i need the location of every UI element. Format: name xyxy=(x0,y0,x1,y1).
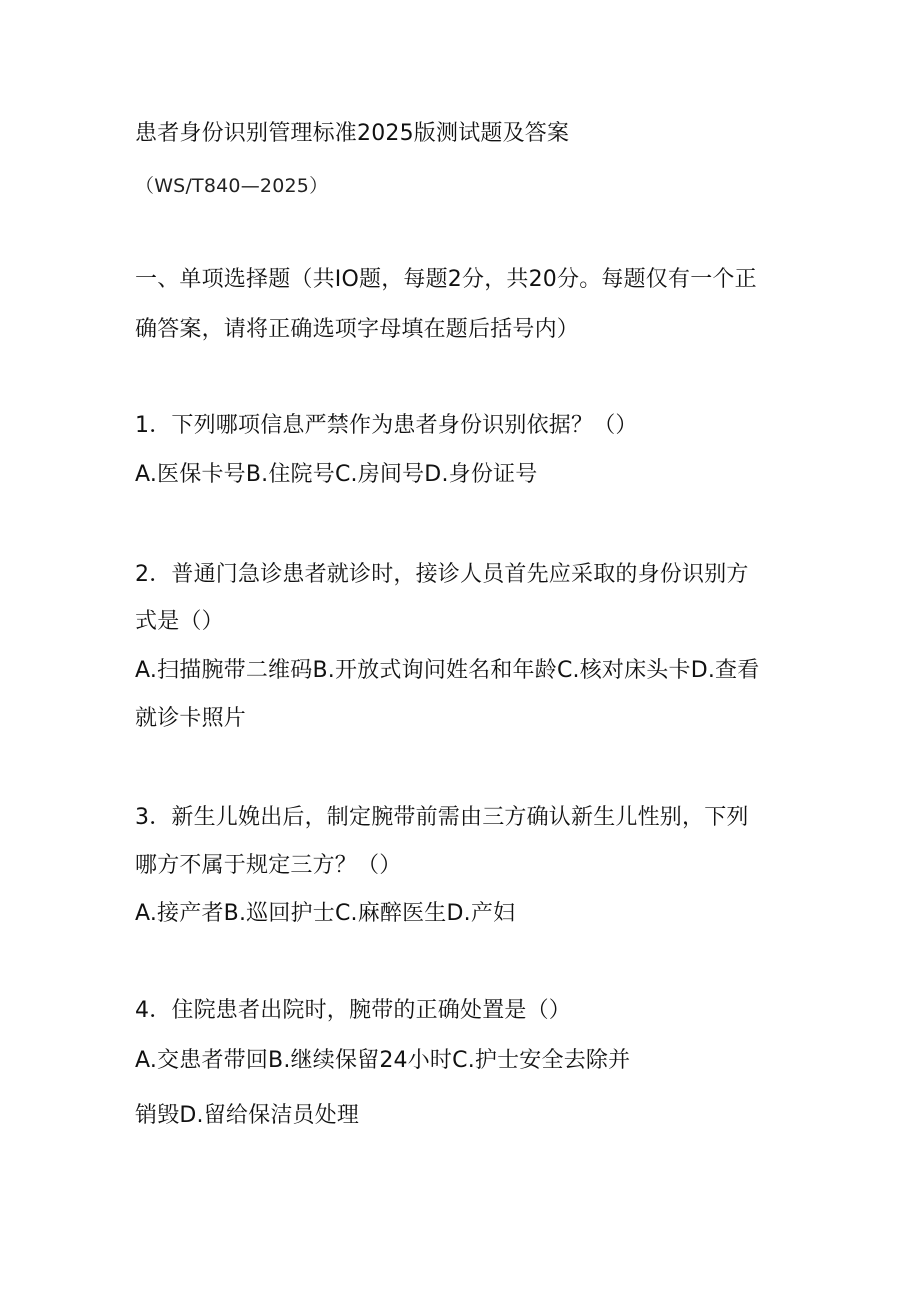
question-1-text: 1．下列哪项信息严禁作为患者身份识别依据？（） xyxy=(135,413,638,438)
document-title: 患者身份识别管理标准2025版测试题及答案 xyxy=(135,121,570,146)
section-heading-line-1: 一、单项选择题（共IO题，每题2分，共20分。每题仅有一个正 xyxy=(135,267,757,292)
question-4-options-line-1: A.交患者带回B.继续保留24小时C.护士安全去除并 xyxy=(135,1048,631,1073)
question-2-text-line-1: 2．普通门急诊患者就诊时，接诊人员首先应采取的身份识别方 xyxy=(135,562,749,587)
document-subtitle: （WS/T840—2025） xyxy=(135,175,329,197)
question-3-text-line-1: 3．新生儿娩出后，制定腕带前需由三方确认新生儿性别，下列 xyxy=(135,805,749,830)
question-2-options-line-1: A.扫描腕带二维码B.开放式询问姓名和年龄C.核对床头卡D.查看 xyxy=(135,658,760,683)
question-2-text-line-2: 式是（） xyxy=(135,609,224,634)
question-2-options-line-2: 就诊卡照片 xyxy=(135,706,247,731)
question-1-options: A.医保卡号B.住院号C.房间号D.身份证号 xyxy=(135,462,538,487)
section-heading-line-2: 确答案，请将正确选项字母填在题后括号内） xyxy=(135,317,580,342)
question-3-options: A.接产者B.巡回护士C.麻醉医生D.产妇 xyxy=(135,901,516,926)
question-4-options-line-2: 销毁D.留给保洁员处理 xyxy=(135,1103,360,1128)
question-3-text-line-2: 哪方不属于规定三方？（） xyxy=(135,853,402,878)
question-4-text: 4．住院患者出院时，腕带的正确处置是（） xyxy=(135,998,571,1023)
